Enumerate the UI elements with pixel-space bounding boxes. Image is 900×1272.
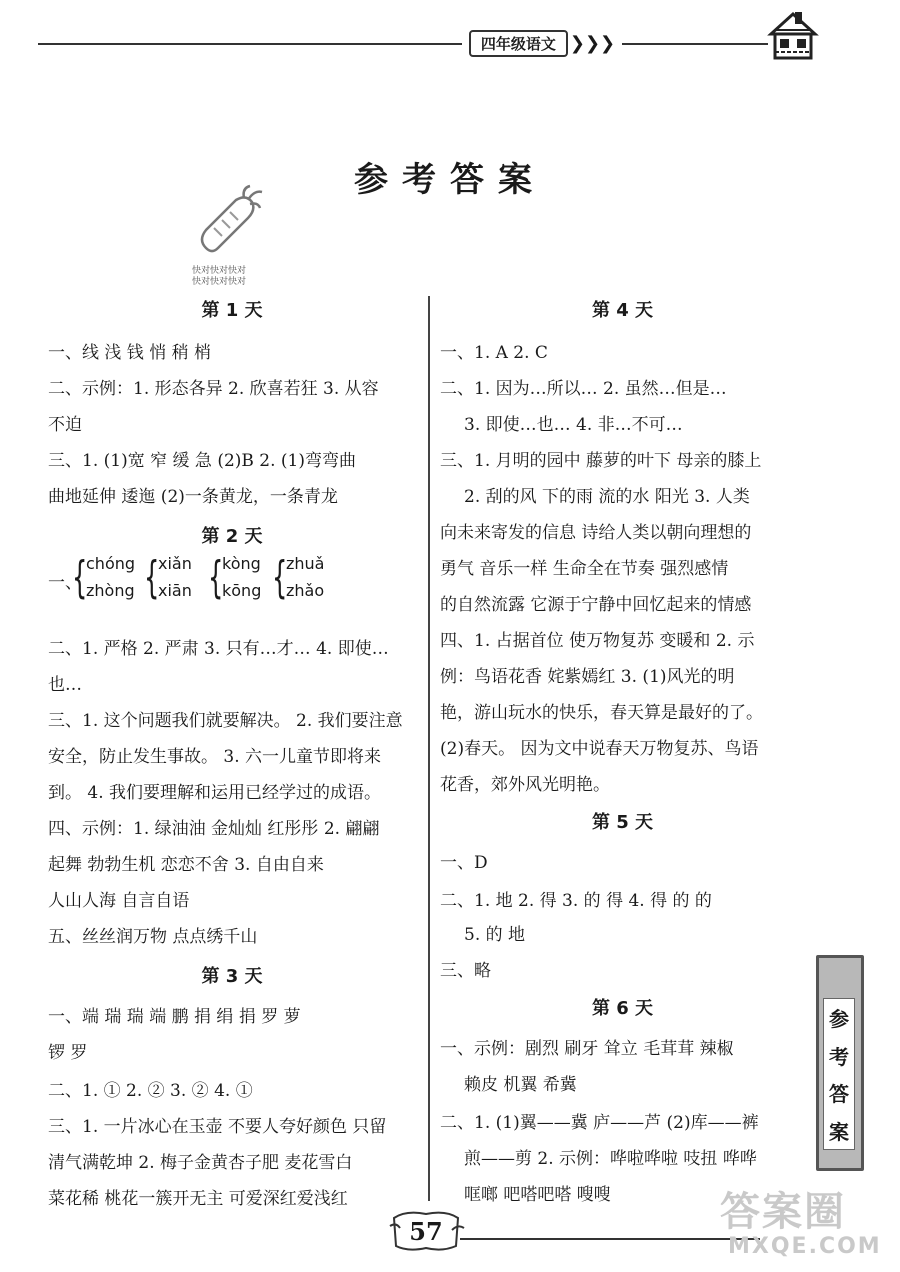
answer-line: 二、1. 地 2. 得 3. 的 得 4. 得 的 的 (440, 891, 712, 911)
answer-line: 五、丝丝润万物 点点绣千山 (48, 927, 258, 947)
brace-icon: { (72, 552, 88, 603)
answer-line: 三、1. 一片冰心在玉壶 不要人夸好颜色 只留 (48, 1117, 387, 1137)
answer-line: 一、端 瑞 瑞 端 鹏 捐 绢 捐 罗 萝 (48, 1007, 301, 1027)
answer-line: 花香，郊外风光明艳。 (440, 775, 610, 795)
answer-line: 人山人海 自言自语 (48, 891, 190, 911)
pinyin-answers (48, 554, 416, 606)
answer-line: 三、1. 这个问题我们就要解决。 2. 我们要注意 (48, 711, 403, 731)
side-tab-char: 答 (829, 1082, 849, 1107)
side-tab-char: 案 (829, 1119, 849, 1144)
side-tab-char: 参 (829, 1007, 849, 1032)
header-rule (38, 43, 768, 45)
watermark-url: MXQE.COM (728, 1234, 882, 1259)
answer-line: 三、略 (440, 961, 491, 981)
side-tab-char: 考 (829, 1044, 849, 1069)
answer-line: 不迫 (48, 415, 82, 435)
watermark-logo: 答案圈 (720, 1189, 846, 1235)
pinyin-upper: chóng (86, 554, 136, 573)
answer-side-tab (816, 955, 864, 1171)
answer-line: 四、1. 占据首位 使万物复苏 变暖和 2. 示 (440, 631, 755, 651)
answer-line: 二、1. 因为…所以… 2. 虽然…但是… (440, 379, 727, 399)
answer-line: 勇气 音乐一样 生命全在节奏 强烈感情 (440, 559, 729, 579)
pinyin-upper: kòng (222, 554, 261, 573)
day5-heading: 第 5 天 (591, 812, 654, 833)
answer-line: 一、1. A 2. C (440, 343, 548, 363)
answer-line: 二、1. ① 2. ② 3. ② 4. ① (48, 1081, 253, 1101)
answer-line: 四、示例：1. 绿油油 金灿灿 红彤彤 2. 翩翩 (48, 819, 380, 839)
grade-label: 四年级语文 (469, 30, 568, 57)
answer-line: 哐啷 吧嗒吧嗒 嗖嗖 (464, 1185, 611, 1205)
chevrons-icon: ❯❯❯ (569, 32, 616, 54)
answer-line: 锣 罗 (48, 1043, 88, 1063)
brace-icon: { (144, 552, 160, 603)
footer-rule (460, 1238, 760, 1240)
day3-heading: 第 3 天 (201, 966, 263, 987)
answer-line: 二、示例：1. 形态各异 2. 欣喜若狂 3. 从容 (48, 379, 379, 399)
carrot-caption: 快对快对快对 快对快对快对 (192, 266, 247, 287)
answer-line: 赖皮 机翼 希冀 (464, 1075, 577, 1095)
pinyin-pair (72, 554, 152, 606)
answer-line: 5. 的 地 (464, 925, 526, 945)
pinyin-upper: xiǎn (158, 554, 192, 573)
answer-line: 三、1. (1)宽 窄 缓 急 (2)B 2. (1)弯弯曲 (48, 451, 357, 471)
day4-heading: 第 4 天 (591, 300, 654, 321)
answer-prefix: 一、 (48, 573, 82, 593)
answer-line: 到。 4. 我们要理解和运用已经学过的成语。 (48, 783, 382, 803)
answer-line: 的自然流露 它源于宁静中回忆起来的情感 (440, 595, 752, 615)
answer-line: 菜花稀 桃花一簇开无主 可爱深红爱浅红 (48, 1189, 348, 1209)
answer-line: 清气满乾坤 2. 梅子金黄杏子肥 麦花雪白 (48, 1153, 353, 1173)
carrot-icon (192, 182, 264, 262)
grade-tag (462, 29, 622, 57)
answer-line: 一、线 浅 钱 悄 稍 梢 (48, 343, 212, 363)
page-number: 57 (409, 1216, 443, 1246)
day6-heading: 第 6 天 (591, 998, 654, 1019)
day1-heading: 第 1 天 (201, 300, 263, 321)
answer-line: 2. 刮的风 下的雨 流的水 阳光 3. 人类 (464, 487, 750, 507)
brace-icon: { (272, 552, 288, 603)
answer-line: 曲地延伸 逶迤 (2)一条黄龙，一条青龙 (48, 487, 338, 507)
answer-line: 一、示例：剧烈 刷牙 耸立 毛茸茸 辣椒 (440, 1039, 734, 1059)
pinyin-lower: zhǎo (286, 581, 325, 600)
answer-line: 煎——剪 2. 示例：哗啦哗啦 吱扭 哗哗 (464, 1149, 757, 1169)
page-title: 参考答案 (354, 160, 546, 200)
answer-line: 二、1. (1)翼——冀 庐——芦 (2)库——裤 (440, 1113, 759, 1133)
day2-heading: 第 2 天 (201, 526, 263, 547)
answer-line: 向未来寄发的信息 诗给人类以朝向理想的 (440, 523, 752, 543)
answer-line: 也… (48, 675, 82, 695)
pinyin-lower: xiān (158, 581, 192, 600)
pinyin-upper: zhuǎ (286, 554, 325, 573)
pinyin-pair (272, 554, 352, 606)
answer-line: 安全，防止发生事故。 3. 六一儿童节即将来 (48, 747, 382, 767)
answer-line: 例：鸟语花香 姹紫嫣红 3. (1)风光的明 (440, 667, 735, 687)
column-divider (428, 296, 430, 1201)
answer-line: 三、1. 月明的园中 藤萝的叶下 母亲的膝上 (440, 451, 762, 471)
pinyin-lower: kōng (222, 581, 262, 600)
pinyin-lower: zhòng (86, 581, 135, 600)
answer-line: 一、D (440, 853, 488, 873)
answer-line: 二、1. 严格 2. 严肃 3. 只有…才… 4. 即使… (48, 639, 389, 659)
answer-line: 艳，游山玩水的快乐，春天算是最好的了。 (440, 703, 763, 723)
answer-line: 起舞 勃勃生机 恋恋不舍 3. 自由自来 (48, 855, 324, 875)
house-icon (765, 8, 821, 64)
answer-line: 3. 即使…也… 4. 非…不可… (464, 415, 683, 435)
answer-line: (2)春天。 因为文中说春天万物复苏、鸟语 (440, 739, 759, 759)
brace-icon: { (208, 552, 224, 603)
